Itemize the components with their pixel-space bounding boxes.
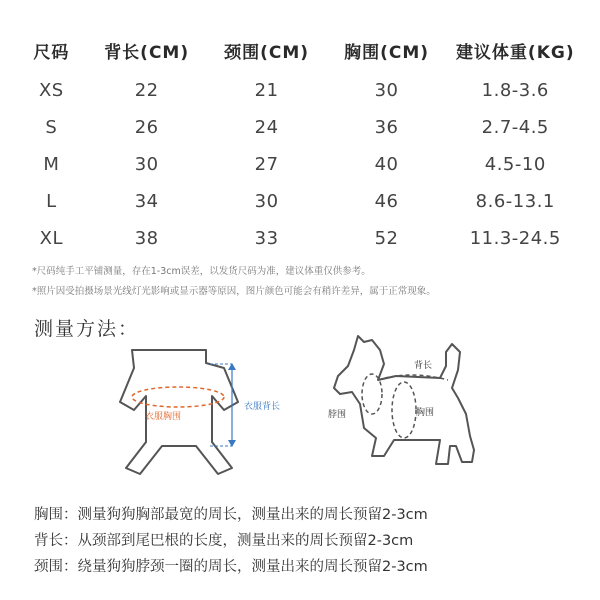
cell-neck: 33: [254, 228, 279, 249]
method-title: 测量方法：: [34, 318, 140, 340]
dog-neck-line: [362, 374, 382, 414]
label-dog-chest: 胸围: [416, 408, 435, 418]
cell-neck: 27: [254, 154, 279, 175]
header-weight: 建议体重(KG): [455, 42, 575, 63]
label-coat-chest: 衣服胸围: [145, 412, 182, 422]
cell-chest: 40: [374, 154, 399, 175]
size-chart-table: [16, 28, 584, 257]
cell-back-length: 30: [134, 154, 159, 175]
cell-size: M: [43, 154, 60, 175]
dog-chest-line: [392, 382, 416, 438]
cell-weight: 11.3-24.5: [469, 228, 561, 249]
cell-back-length: 22: [134, 80, 159, 101]
dog-silhouette-icon: [334, 336, 474, 464]
cell-chest: 36: [374, 117, 399, 138]
label-dog-back: 背长: [414, 361, 433, 371]
table-row: [16, 109, 584, 146]
cell-size: L: [46, 191, 57, 212]
desc-chest: 胸围：测量狗狗胸部最宽的周长，测量出来的周长预留2-3cm: [34, 507, 428, 523]
cell-back-length: 34: [134, 191, 159, 212]
cell-weight: 4.5-10: [484, 154, 546, 175]
cell-chest: 52: [374, 228, 399, 249]
note-measurement-error: *尺码纯手工平铺测量，存在1-3cm误差，以发货尺码为准，建议体重仅供参考。: [32, 266, 371, 277]
header-size: 尺码: [33, 42, 70, 63]
header-chest: 胸围(CM): [344, 42, 430, 63]
table-row: [16, 183, 584, 220]
header-back-length: 背长(CM): [104, 42, 190, 63]
size-chart-header-row: [16, 28, 584, 72]
cell-weight: 1.8-3.6: [481, 80, 549, 101]
note-color-difference: *照片因受拍摄场景光线灯光影响或显示器等原因，图片颜色可能会有稍许差异，属于正常现象。: [32, 286, 436, 297]
cell-back-length: 26: [134, 117, 159, 138]
cell-chest: 30: [374, 80, 399, 101]
cell-weight: 8.6-13.1: [475, 191, 555, 212]
cell-size: XL: [39, 228, 64, 249]
desc-back-length: 背长：从颈部到尾巴根的长度，测量出来的周长预留2-3cm: [34, 533, 414, 549]
header-neck: 颈围(CM): [224, 42, 310, 63]
label-dog-neck: 脖围: [328, 410, 347, 420]
table-row: [16, 220, 584, 257]
cell-back-length: 38: [134, 228, 159, 249]
label-coat-back: 衣服背长: [244, 402, 281, 412]
cell-weight: 2.7-4.5: [481, 117, 549, 138]
cell-neck: 24: [254, 117, 279, 138]
cell-neck: 30: [254, 191, 279, 212]
coat-chest-line: [132, 387, 224, 407]
cell-size: XS: [38, 80, 64, 101]
dog-back-line: [378, 375, 448, 380]
desc-neck: 颈围：绕量狗狗脖颈一圈的周长，测量出来的周长预留2-3cm: [34, 559, 428, 575]
cell-chest: 46: [374, 191, 399, 212]
cell-size: S: [45, 117, 58, 138]
table-row: [16, 146, 584, 183]
cell-neck: 21: [254, 80, 279, 101]
table-row: [16, 72, 584, 109]
